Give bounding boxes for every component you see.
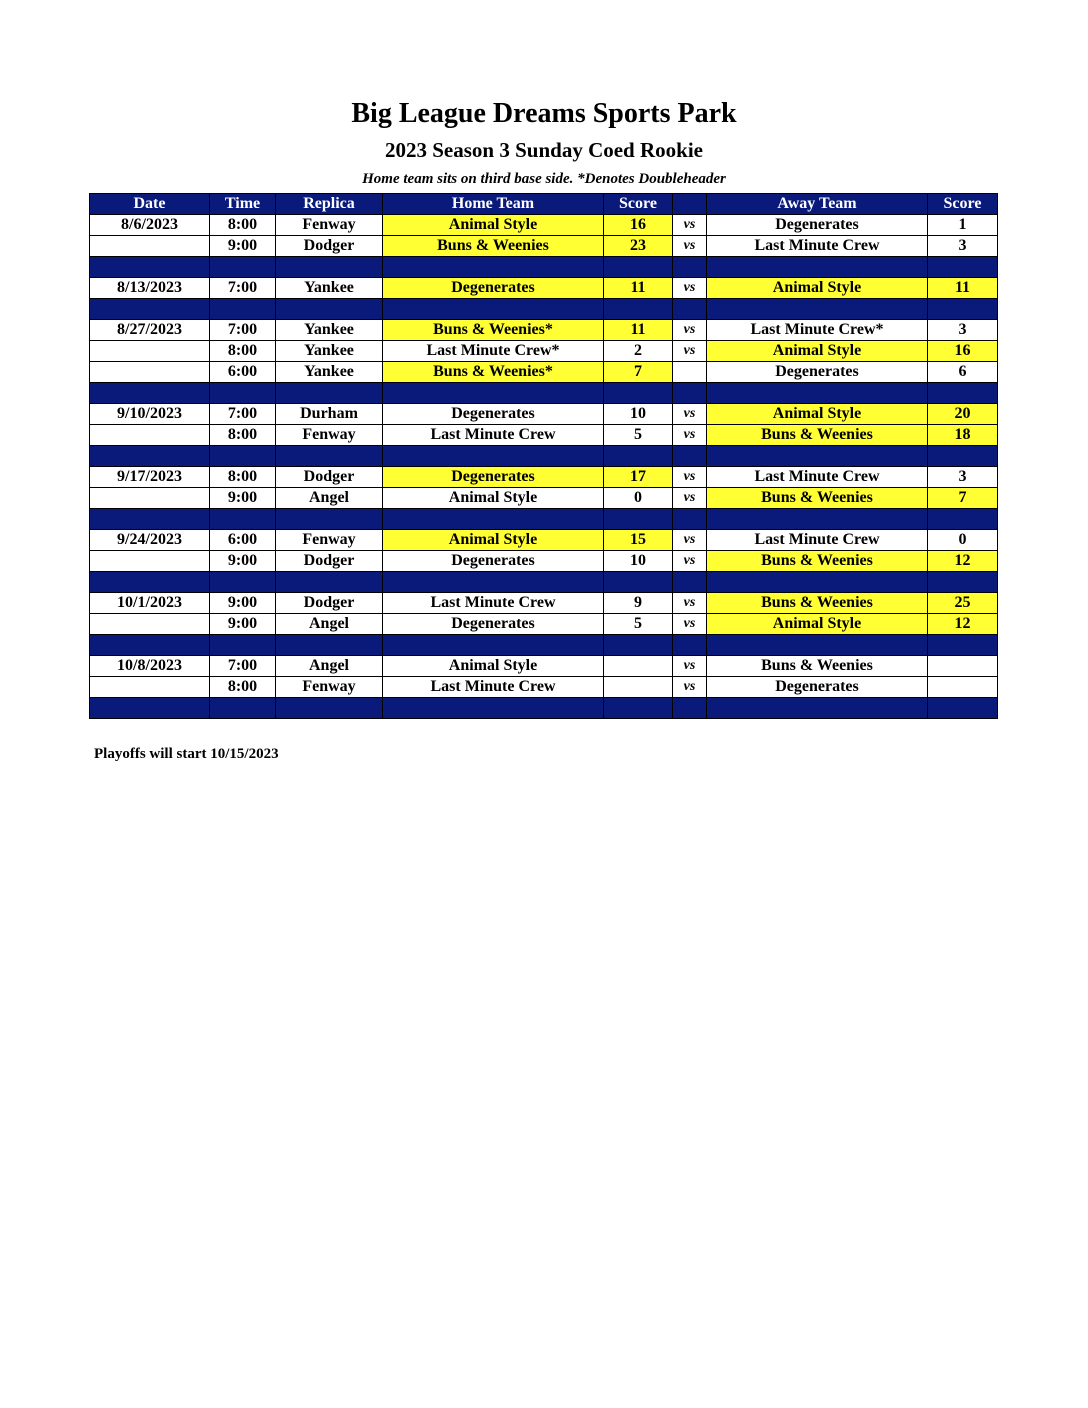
home-team-cell: Buns & Weenies* [383,362,604,383]
separator-cell [276,383,383,404]
time-cell: 6:00 [210,530,276,551]
separator-cell [90,299,210,320]
separator-cell [673,383,707,404]
table-row [90,656,998,677]
separator-cell [90,257,210,278]
table-row [90,425,998,446]
header-vs [673,194,707,215]
separator-cell [383,446,604,467]
vs-cell: vs [673,215,707,236]
separator-cell [383,299,604,320]
separator-cell [383,383,604,404]
away-score-cell [928,677,998,698]
table-row [90,320,998,341]
separator-cell [707,299,928,320]
away-team-cell: Animal Style [707,404,928,425]
home-team-cell: Animal Style [383,488,604,509]
separator-cell [673,509,707,530]
header-time: Time [210,194,276,215]
date-cell: 9/17/2023 [90,467,210,488]
replica-cell: Dodger [276,593,383,614]
home-score-cell: 10 [604,404,673,425]
away-score-cell: 3 [928,467,998,488]
replica-cell: Yankee [276,320,383,341]
separator-cell [210,383,276,404]
replica-cell: Dodger [276,236,383,257]
home-team-cell: Buns & Weenies [383,236,604,257]
replica-cell: Fenway [276,215,383,236]
time-cell: 9:00 [210,614,276,635]
home-team-cell: Last Minute Crew [383,677,604,698]
separator-cell [90,635,210,656]
vs-cell: vs [673,404,707,425]
away-team-cell: Buns & Weenies [707,488,928,509]
header-date: Date [90,194,210,215]
table-row [90,215,998,236]
separator-cell [928,299,998,320]
away-team-cell: Animal Style [707,614,928,635]
time-cell: 8:00 [210,677,276,698]
date-cell [90,236,210,257]
separator-cell [604,257,673,278]
date-cell: 8/13/2023 [90,278,210,299]
away-score-cell [928,656,998,677]
home-team-cell: Animal Style [383,656,604,677]
vs-cell: vs [673,467,707,488]
separator-cell [604,383,673,404]
away-score-cell: 12 [928,614,998,635]
separator-cell [928,446,998,467]
table-row [90,530,998,551]
page-subtitle: 2023 Season 3 Sunday Coed Rookie [385,138,703,162]
away-score-cell: 11 [928,278,998,299]
time-cell: 8:00 [210,425,276,446]
separator-cell [276,509,383,530]
vs-cell: vs [673,530,707,551]
separator-cell [673,698,707,719]
separator-cell [90,446,210,467]
home-team-cell: Last Minute Crew* [383,341,604,362]
home-score-cell: 17 [604,467,673,488]
separator-cell [928,257,998,278]
vs-cell: vs [673,488,707,509]
table-row [90,551,998,572]
date-cell: 9/24/2023 [90,530,210,551]
separator-cell [673,572,707,593]
date-cell: 8/6/2023 [90,215,210,236]
away-score-cell: 3 [928,320,998,341]
away-team-cell: Degenerates [707,677,928,698]
home-team-cell: Buns & Weenies* [383,320,604,341]
away-team-cell: Buns & Weenies [707,551,928,572]
separator-cell [210,446,276,467]
time-cell: 9:00 [210,593,276,614]
separator-cell [210,698,276,719]
separator-cell [90,572,210,593]
home-team-cell: Animal Style [383,215,604,236]
separator-cell [604,698,673,719]
table-row [90,593,998,614]
vs-cell: vs [673,236,707,257]
home-score-cell: 23 [604,236,673,257]
separator-cell [928,635,998,656]
home-score-cell: 5 [604,614,673,635]
time-cell: 7:00 [210,656,276,677]
separator-cell [210,635,276,656]
header-home-team: Home Team [383,194,604,215]
away-score-cell: 1 [928,215,998,236]
header-replica: Replica [276,194,383,215]
separator-cell [276,698,383,719]
replica-cell: Angel [276,488,383,509]
away-team-cell: Last Minute Crew* [707,320,928,341]
separator-cell [383,698,604,719]
date-cell: 10/1/2023 [90,593,210,614]
separator-cell [604,509,673,530]
schedule-table [89,193,998,719]
home-team-cell: Degenerates [383,551,604,572]
separator-cell [276,257,383,278]
replica-cell: Fenway [276,530,383,551]
separator-cell [928,698,998,719]
replica-cell: Fenway [276,677,383,698]
replica-cell: Angel [276,614,383,635]
date-cell [90,551,210,572]
separator-cell [276,299,383,320]
separator-cell [673,446,707,467]
separator-cell [90,509,210,530]
time-cell: 7:00 [210,404,276,425]
table-row [90,404,998,425]
home-score-cell: 11 [604,320,673,341]
away-team-cell: Degenerates [707,215,928,236]
replica-cell: Dodger [276,551,383,572]
table-row [90,341,998,362]
away-score-cell: 16 [928,341,998,362]
page-title: Big League Dreams Sports Park [351,98,737,129]
replica-cell: Yankee [276,278,383,299]
home-score-cell: 5 [604,425,673,446]
time-cell: 7:00 [210,320,276,341]
separator-cell [928,383,998,404]
replica-cell: Angel [276,656,383,677]
date-cell [90,614,210,635]
date-cell: 8/27/2023 [90,320,210,341]
separator-cell [707,635,928,656]
date-cell [90,677,210,698]
separator-cell [673,635,707,656]
vs-cell: vs [673,425,707,446]
schedule-body [90,215,998,719]
home-score-cell: 11 [604,278,673,299]
replica-cell: Dodger [276,467,383,488]
away-score-cell: 7 [928,488,998,509]
time-cell: 8:00 [210,467,276,488]
separator-cell [707,257,928,278]
separator-row [90,299,998,320]
time-cell: 9:00 [210,236,276,257]
vs-cell: vs [673,656,707,677]
separator-cell [928,509,998,530]
replica-cell: Yankee [276,341,383,362]
away-score-cell: 20 [928,404,998,425]
home-team-cell: Degenerates [383,614,604,635]
separator-cell [928,572,998,593]
time-cell: 9:00 [210,488,276,509]
home-score-cell: 10 [604,551,673,572]
away-team-cell: Buns & Weenies [707,425,928,446]
away-score-cell: 3 [928,236,998,257]
away-team-cell: Last Minute Crew [707,467,928,488]
away-score-cell: 12 [928,551,998,572]
home-score-cell [604,677,673,698]
separator-cell [604,446,673,467]
separator-cell [276,446,383,467]
table-row [90,236,998,257]
replica-cell: Fenway [276,425,383,446]
header-away-score: Score [928,194,998,215]
header-home-score: Score [604,194,673,215]
date-cell: 9/10/2023 [90,404,210,425]
separator-row [90,383,998,404]
home-score-cell: 0 [604,488,673,509]
separator-row [90,572,998,593]
home-score-cell: 9 [604,593,673,614]
vs-cell: vs [673,614,707,635]
separator-cell [276,572,383,593]
separator-cell [383,509,604,530]
table-row [90,677,998,698]
home-team-cell: Last Minute Crew [383,425,604,446]
vs-cell: vs [673,677,707,698]
vs-cell: vs [673,551,707,572]
table-row [90,488,998,509]
separator-cell [210,572,276,593]
date-cell [90,425,210,446]
page-note: Home team sits on third base side. *Denotes Doubleheader [362,171,726,187]
separator-row [90,698,998,719]
away-score-cell: 6 [928,362,998,383]
away-score-cell: 18 [928,425,998,446]
home-team-cell: Last Minute Crew [383,593,604,614]
away-team-cell: Buns & Weenies [707,656,928,677]
time-cell: 8:00 [210,341,276,362]
table-row [90,467,998,488]
home-team-cell: Degenerates [383,404,604,425]
replica-cell: Yankee [276,362,383,383]
separator-cell [707,698,928,719]
separator-cell [383,572,604,593]
away-team-cell: Animal Style [707,278,928,299]
separator-cell [90,383,210,404]
separator-row [90,635,998,656]
date-cell [90,362,210,383]
home-score-cell: 7 [604,362,673,383]
separator-cell [383,257,604,278]
header-row [90,194,998,215]
date-cell [90,341,210,362]
away-team-cell: Degenerates [707,362,928,383]
separator-cell [707,572,928,593]
away-team-cell: Last Minute Crew [707,236,928,257]
separator-cell [604,572,673,593]
away-score-cell: 25 [928,593,998,614]
home-team-cell: Degenerates [383,467,604,488]
date-cell [90,488,210,509]
vs-cell [673,362,707,383]
table-row [90,278,998,299]
footer-note: Playoffs will start 10/15/2023 [94,746,279,762]
time-cell: 6:00 [210,362,276,383]
vs-cell: vs [673,341,707,362]
separator-cell [210,509,276,530]
separator-cell [383,635,604,656]
away-score-cell: 0 [928,530,998,551]
time-cell: 7:00 [210,278,276,299]
table-row [90,362,998,383]
separator-cell [707,446,928,467]
separator-cell [210,299,276,320]
separator-cell [707,383,928,404]
separator-cell [673,257,707,278]
away-team-cell: Last Minute Crew [707,530,928,551]
header-away-team: Away Team [707,194,928,215]
time-cell: 8:00 [210,215,276,236]
home-team-cell: Degenerates [383,278,604,299]
separator-cell [604,635,673,656]
vs-cell: vs [673,320,707,341]
separator-cell [673,299,707,320]
separator-row [90,257,998,278]
away-team-cell: Animal Style [707,341,928,362]
home-score-cell: 15 [604,530,673,551]
separator-cell [210,257,276,278]
home-score-cell: 2 [604,341,673,362]
time-cell: 9:00 [210,551,276,572]
home-score-cell: 16 [604,215,673,236]
replica-cell: Durham [276,404,383,425]
separator-cell [276,635,383,656]
vs-cell: vs [673,278,707,299]
separator-row [90,446,998,467]
vs-cell: vs [673,593,707,614]
separator-cell [707,509,928,530]
home-score-cell [604,656,673,677]
away-team-cell: Buns & Weenies [707,593,928,614]
table-row [90,614,998,635]
date-cell: 10/8/2023 [90,656,210,677]
separator-cell [90,698,210,719]
separator-row [90,509,998,530]
separator-cell [604,299,673,320]
home-team-cell: Animal Style [383,530,604,551]
